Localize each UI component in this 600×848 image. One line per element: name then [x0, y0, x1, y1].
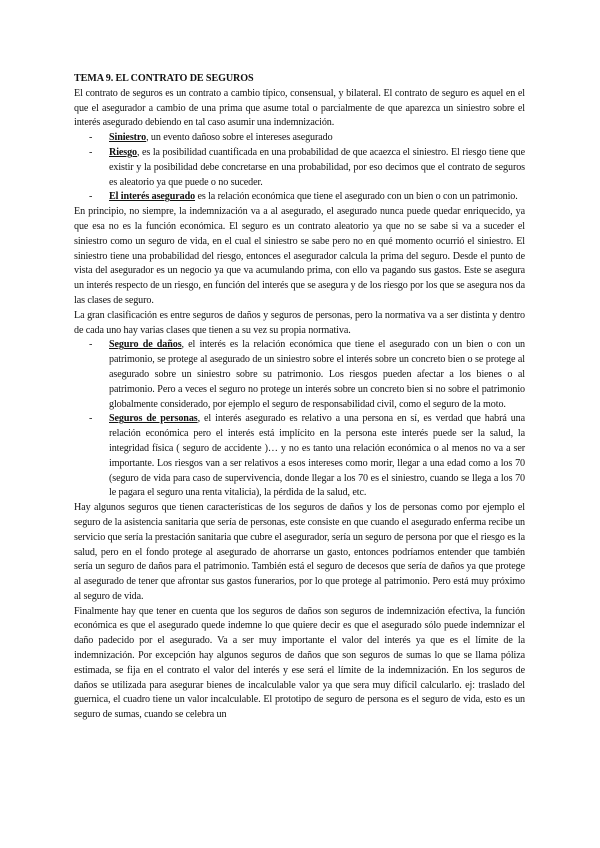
body-paragraph: En principio, no siempre, la indemnización va a al asegurado, el asegurado nunca puede quedar enriquecido, ya que esa no es la función económica. El seguro es un contrato aleatorio ya que no se sabe si va a suceder el siniestro como un seguro de vida, en el cual el siniestro se sabe pero no en qué momento ocurrió el siniestro. El siniestro tiene una probabilidad del riesgo, entonces el asegurador calcula la prima del seguro. Desde el punto de vista del asegurador es un negocio ya que va acumulando prima, con ello va pagando sus gastos. Este se asegura un interés respecto de un riesgo, en función del interés que se asegura y de los riesgo por los que se asegura nos da las clases de seguro.: [74, 206, 525, 306]
list-item: [89, 338, 525, 412]
bullet-dash: -: [89, 191, 93, 203]
elements-list: [74, 131, 525, 205]
term-riesgo: Riesgo: [109, 146, 137, 158]
list-item-text: , el interés asegurado es relativo a una persona en sí, es verdad que habrá una relación económica pero el interés está implícito en la persona este interés puede ser la salud, la integridad física ( seguro de accidente )… y no es tanto una relación económica o al menos no va a ser importante. Los riesgos van a ser relativos a esos intereses como morir, llegar a una edad como a los 70 (seguro de vida para caso de supervivencia, donde llegar a los 70 es el siniestro, cuando se llega a los 70 le pagara el seguro una renta vitalicia), la pérdida de la salud, etc.: [109, 413, 526, 499]
term-seguro-de-danos: Seguro de daños: [109, 339, 182, 351]
list-item: [89, 131, 525, 146]
term-siniestro: Siniestro: [109, 132, 147, 144]
bullet-dash: -: [89, 146, 93, 158]
body-paragraph: Finalmente hay que tener en cuenta que los seguros de daños son seguros de indemnización efectiva, la función económica es que el asegurado quede indemne lo que quiere decir es que el asegurado sólo puede indemnizar el daño padecido por el asegurado. Va a ser muy importante el valor del interés ya que es el límite de la indemnización. Por excepción hay algunos seguros de daños que son seguros de sumas lo que se llama póliza estimada, se fija en el contrato el valor del interés y ese será el límite de la indemnización. En los seguros de daños se utilizada para asegurar bienes de incalculable valor ya que sera muy difícil calcularlo. ej: traslado del guernica, el cuadro tiene un valor incalculable. El prototipo de seguro de persona es el seguro de vida, esto es un seguro de sumas, cuando se celebra un: [74, 605, 525, 721]
bullet-dash: -: [89, 132, 93, 144]
term-seguros-de-personas: Seguros de personas: [109, 413, 198, 425]
bullet-dash: -: [89, 339, 93, 351]
document-page: [74, 72, 525, 723]
list-item: [89, 146, 525, 190]
intro-paragraph: El contrato de seguros es un contrato a cambio típico, consensual, y bilateral. El contrato de seguro es aquel en el que el asegurador a cambio de una prima que asume total o parcialmente de que aparezca un siniestro sobre el interés asegurado debiendo en tal caso asumir una indemnización.: [74, 87, 525, 129]
list-item-text: , el interés es la relación económica que tiene el asegurado con un bien o con un patrimonio, se protege al asegurado de un siniestro sobre el interés sobre un concreto bien o se protege al asegurado sobre un siniestro sobre su patrimonio. Los riesgos pueden afectar a los bienes o al patrimonio. Pero a veces el seguro no protege un interés sobre un concreto bien si no sobre el patrimonio globalmente considerado, por ejemplo el seguro de responsabilidad civil, como el seguro de la moto.: [109, 339, 525, 410]
bullet-dash: -: [89, 413, 93, 425]
body-paragraph: Hay algunos seguros que tienen características de los seguros de daños y los de personas como por ejemplo el seguro de la asistencia sanitaria que sería de personas, este consiste en que cuando el asegurado enferma recibe un servicio que sería la prestación sanitaria que cubre el asegurador, sería un seguro de persona por que el riesgo es la salud, pero en el fondo protege al asegurado de ahorrarse un gasto, entonces podríamos entender que también sería un seguro de daños para el patrimonio. También está el seguro de decesos que sería de daños ya que protege al asegurado de tener que afrontar sus gastos funerarios, por lo que protege al patrimonio. Pero está muy próximo al seguro de vida.: [74, 502, 525, 602]
types-list: [74, 338, 525, 501]
list-item: [89, 412, 526, 501]
page-title: TEMA 9. EL CONTRATO DE SEGUROS: [74, 73, 254, 84]
term-interes-asegurado: El interés asegurado: [109, 191, 196, 203]
body-paragraph: La gran clasificación es entre seguros de daños y seguros de personas, pero la normativa va a ser distinta y dentro de cada uno hay varias clases que tienen a su vez su propia normativa.: [74, 309, 525, 336]
list-item-text: es la relación económica que tiene el asegurado con un bien o con un patrimonio.: [195, 191, 518, 203]
list-item-text: , un evento dañoso sobre el intereses asegurado: [146, 132, 333, 144]
list-item: [89, 190, 525, 205]
list-item-text: , es la posibilidad cuantificada en una probabilidad de que acaezca el siniestro. El riesgo tiene que existir y la posibilidad debe concretarse en una probabilidad, por eso decimos que el contrato de seguros es aleatorio ya que puede o no suceder.: [109, 146, 525, 188]
